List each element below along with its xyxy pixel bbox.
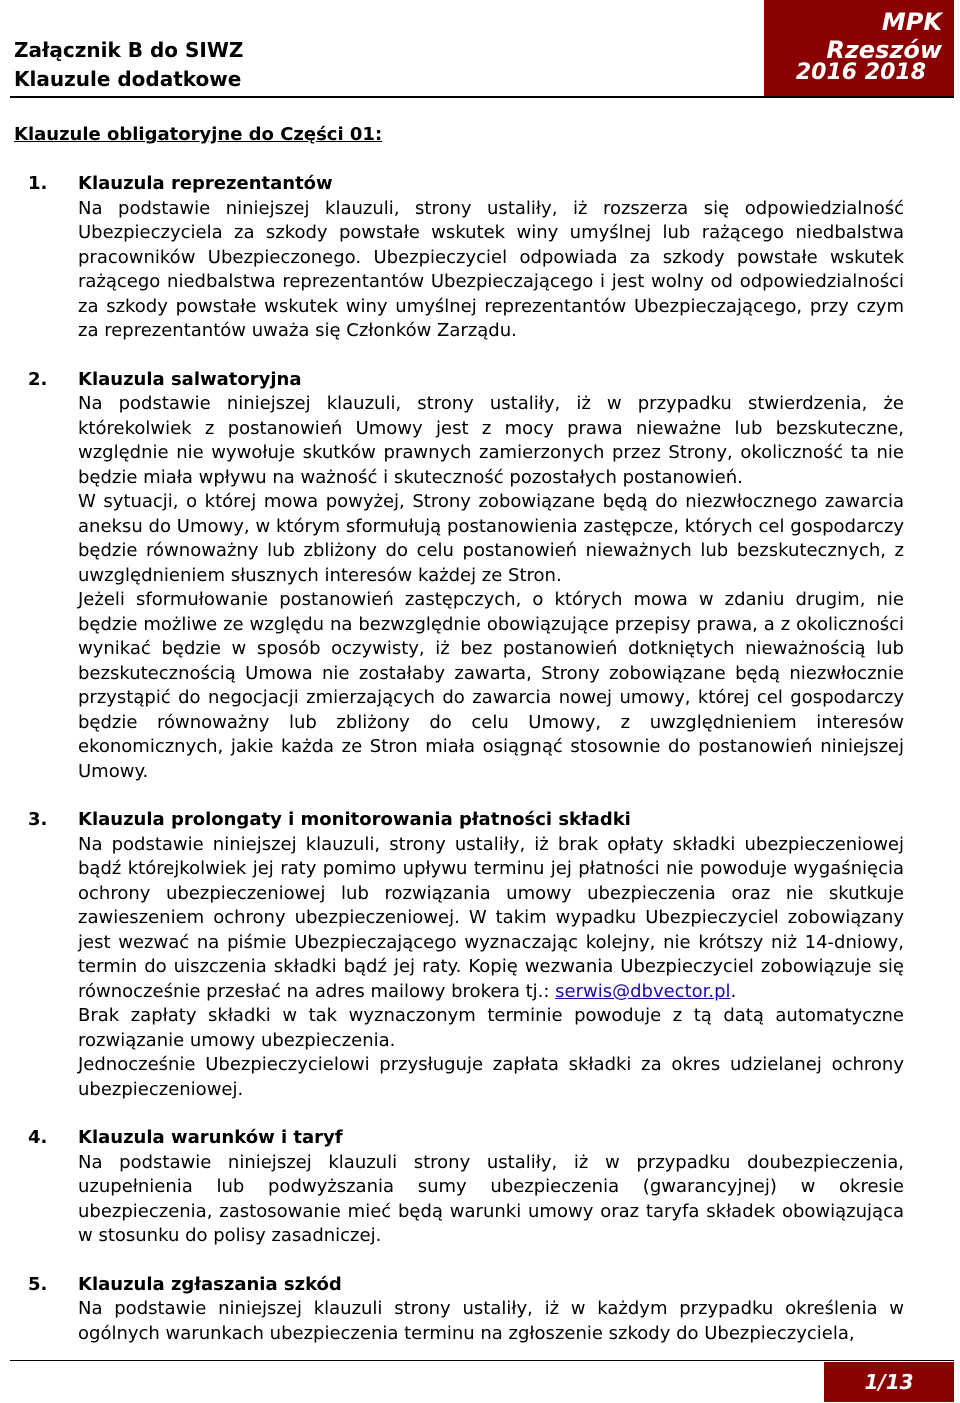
- clause-paragraph: Brak zapłaty składki w tak wyznaczonym terminie powoduje z tą datą automatyczne rozwiązanie umowy ubezpieczenia.: [78, 1005, 904, 1051]
- clause-5-title: [28, 1273, 904, 1298]
- broker-email-link[interactable]: serwis@dbvector.pl: [555, 980, 731, 1002]
- header-divider: [10, 96, 954, 98]
- clause-title: Klauzula prolongaty i monitorowania płatności składki: [78, 809, 631, 830]
- clause-5: [28, 1273, 904, 1347]
- clause-number: 3.: [28, 809, 48, 830]
- clause-title: Klauzula reprezentantów: [78, 173, 333, 194]
- header-brand: MPK Rzeszów: [826, 8, 942, 64]
- clause-paragraph: W sytuacji, o której mowa powyżej, Strony zobowiązane będą do niezwłocznego zawarcia aneksu do Umowy, w którym sformułują postanowienia zastępcze, których cel gospodarczy będzie równoważny lub zbliżony do celu postanowień nieważnych lub bezskutecznych, z uwzględnieniem słusznych interesów każdej ze Stron.: [78, 491, 904, 586]
- clause-paragraph: [78, 833, 904, 1005]
- clause-title: Klauzula warunków i taryf: [78, 1127, 343, 1148]
- clause-paragraph: Na podstawie niniejszej klauzuli strony ustaliły, iż w przypadku doubezpieczenia, uzupełnienia lub podwyższania sumy ubezpieczenia (gwarancyjnej) w okresie ubezpieczenia, zastosowanie mieć będą warunki umowy oraz taryfa składek obowiązująca w stosunku do polisy zasadniczej.: [78, 1151, 904, 1246]
- clause-1: [28, 172, 904, 344]
- clause-3: [28, 808, 904, 1102]
- clause-title: Klauzula zgłaszania szkód: [78, 1273, 342, 1295]
- header-title-line2: Klauzule dodatkowe: [14, 67, 242, 91]
- page-number: 1/13: [824, 1362, 954, 1402]
- clause-5-body: [78, 1297, 904, 1346]
- header-years: 2016 2018: [795, 60, 926, 85]
- clause-text: Na podstawie niniejszej klauzuli, strony ustaliły, iż brak opłaty składki ubezpieczeniowej bądź którejkolwiek jej raty pomimo upływu terminu jej płatności nie powoduje wygaśnięcia ochrony ubezpieczeniowej lub rozwiązania umowy ubezpieczenia oraz nie skutkuje zawieszeniem ochrony ubezpieczeniowej. W takim wypadku Ubezpieczyciel zobowiązany jest wezwać na piśmie Ubezpieczającego wyznaczając kolejny, nie krótszy niż 14-dniowy, termin do uiszczenia składki bądź jej raty. Kopię wezwania Ubezpieczyciel zobowiązuje się równocześnie przesłać na adres mailowy brokera tj.:: [78, 833, 904, 1002]
- clause-paragraph: Na podstawie niniejszej klauzuli, strony ustaliły, iż w przypadku stwierdzenia, że którekolwiek z postanowień Umowy jest z mocy prawa nieważne lub bezskuteczne, względnie nie wywołuje skutków prawnych zamierzonych przez Strony, okoliczność ta nie będzie miała wpływu na ważność i skuteczność pozostałych postanowień.: [78, 393, 904, 488]
- document-header-title: [14, 36, 243, 94]
- clause-4: [28, 1126, 904, 1249]
- clause-1-title: [28, 172, 904, 197]
- clause-paragraph: Na podstawie niniejszej klauzuli, strony ustaliły, iż rozszerza się odpowiedzialność Ubezpieczyciela za szkody powstałe wskutek winy umyślnej lub rażącego niedbalstwa pracowników Ubezpieczonego. Ubezpieczyciel odpowiada za szkody powstałe wskutek rażącego niedbalstwa reprezentantów Ubezpieczającego i jest wolny od odpowiedzialności za szkody powstałe wskutek winy umyślnej reprezentantów Ubezpieczającego, przy czym za reprezentantów uważa się Członków Zarządu.: [78, 197, 904, 341]
- header-title-line1: Załącznik B do SIWZ: [14, 38, 244, 62]
- clause-3-title: [28, 808, 904, 833]
- clause-paragraph: Jednocześnie Ubezpieczycielowi przysługuje zapłata składki za okres udzielanej ochrony ubezpieczeniowej.: [78, 1054, 904, 1100]
- clause-paragraph: Jeżeli sformułowanie postanowień zastępczych, o których mowa w zdaniu drugim, nie będzie możliwe ze względu na bezwzględnie obowiązujące przepisy prawa, a z okoliczności wynikać będzie w sposób oczywisty, iż bez postanowień dotkniętych nieważnością lub bezskutecznością Umowa nie zostałaby zawarta, Strony zobowiązane będą niezwłocznie przystąpić do negocjacji zmierzających do zawarcia nowej umowy, której cel gospodarczy będzie równoważny lub zbliżony do celu Umowy, z uwzględnieniem interesów ekonomicznych, jakie każda ze Stron miała osiągnąć stosownie do postanowień niniejszej Umowy.: [78, 589, 904, 782]
- clause-number: 5.: [28, 1273, 48, 1295]
- clause-1-body: [78, 197, 904, 344]
- clause-2-body: [78, 392, 904, 784]
- clause-text-end: .: [730, 980, 737, 1002]
- clause-number: 4.: [28, 1127, 48, 1148]
- clause-title: Klauzula salwatoryjna: [78, 368, 302, 390]
- clause-number: 1.: [28, 173, 48, 194]
- clause-number: 2.: [28, 368, 48, 390]
- subheading: Klauzule obligatoryjne do Części 01:: [14, 124, 383, 145]
- clause-2: [28, 368, 904, 785]
- clause-2-title: [28, 368, 904, 393]
- clauses-list: [28, 172, 904, 1370]
- clause-paragraph: Na podstawie niniejszej klauzuli strony ustaliły, iż w każdym przypadku określenia w ogólnych warunkach ubezpieczenia terminu na zgłoszenie szkody do Ubezpieczyciela,: [78, 1298, 904, 1344]
- header-brand-box: [764, 0, 954, 96]
- clause-4-title: [28, 1126, 904, 1151]
- clause-4-body: [78, 1151, 904, 1249]
- footer-divider: [10, 1360, 954, 1361]
- clause-3-body: [78, 833, 904, 1103]
